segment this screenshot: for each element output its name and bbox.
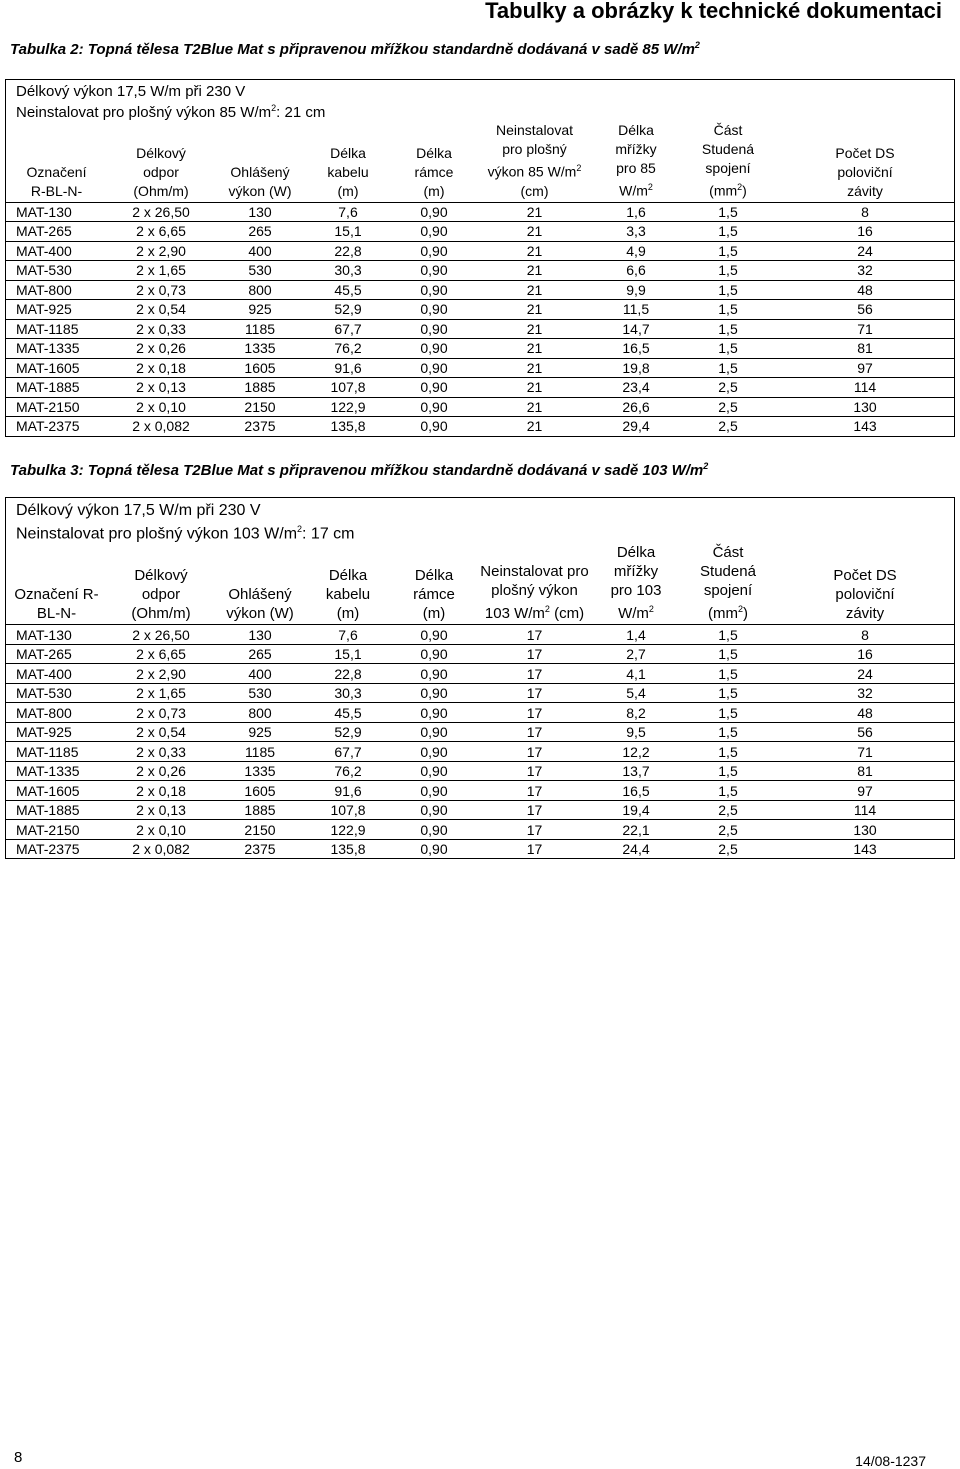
table3-block [5, 497, 955, 859]
table-cell: MAT-265 [6, 644, 107, 664]
table-cell: 56 [776, 300, 954, 320]
table3-header-neinstalovat: Neinstalovat pro plošný výkon 103 $W/m^2$ (cm) [480, 563, 589, 623]
table-cell: 130 [776, 397, 954, 417]
table-cell: 0,90 [391, 683, 477, 703]
table-cell: 24 [776, 664, 954, 684]
table-cell: 26,6 [592, 397, 680, 417]
table-cell: MAT-2150 [6, 397, 107, 417]
table-cell: 21 [477, 222, 592, 242]
table-cell: 1,5 [680, 664, 776, 684]
table-cell: 3,3 [592, 222, 680, 242]
table-cell: 2 x 1,65 [107, 261, 215, 281]
table2-header-vykon: Ohlášený výkon (W) [228, 163, 292, 199]
table-row [6, 839, 954, 858]
page-number: 8 [14, 1449, 23, 1466]
table-cell: 1,5 [680, 761, 776, 781]
table-cell: 7,6 [305, 202, 391, 222]
table-cell: 135,8 [305, 839, 391, 858]
table-cell: 800 [215, 280, 305, 300]
table-cell: 2 x 0,10 [107, 820, 215, 840]
table-cell: 2 x 26,50 [107, 202, 215, 222]
table-row [6, 664, 954, 684]
table-cell: 67,7 [305, 742, 391, 762]
table-cell: 0,90 [391, 261, 477, 281]
table-cell: 9,9 [592, 280, 680, 300]
table-cell: 1,5 [680, 683, 776, 703]
table-cell: 71 [776, 742, 954, 762]
table2-header-cast-studena: Část Studená spojení $(mm^2)$ [701, 122, 755, 199]
table-cell: 0,90 [391, 202, 477, 222]
table-cell: 16 [776, 222, 954, 242]
table-cell: 1,5 [680, 625, 776, 645]
table-row [6, 800, 954, 820]
table-cell: 400 [215, 664, 305, 684]
table-cell: 45,5 [305, 703, 391, 723]
table-cell: 16,5 [592, 339, 680, 359]
table-cell: 2,5 [680, 417, 776, 436]
table3 [6, 543, 954, 858]
table-cell: 76,2 [305, 761, 391, 781]
table-cell: 925 [215, 722, 305, 742]
table-cell: 1,5 [680, 280, 776, 300]
table-cell: 8,2 [592, 703, 680, 723]
table-cell: 2 x 0,54 [107, 722, 215, 742]
table-cell: 21 [477, 339, 592, 359]
table-cell: 13,7 [592, 761, 680, 781]
table-cell: 0,90 [391, 378, 477, 398]
table-cell: 2,5 [680, 839, 776, 858]
table-cell: 17 [477, 722, 592, 742]
table-row [6, 761, 954, 781]
table-row [6, 378, 954, 398]
table-cell: 400 [215, 241, 305, 261]
table-cell: 17 [477, 742, 592, 762]
table-cell: MAT-530 [6, 683, 107, 703]
table-cell: 0,90 [391, 358, 477, 378]
table2 [6, 121, 954, 436]
table2-caption: Tabulka 2: Topná tělesa T2Blue Mat s připravenou mřížkou standardně dodávaná v sadě 85 $W/m^2$ [10, 40, 700, 58]
table-cell: 21 [477, 378, 592, 398]
table-cell: MAT-1335 [6, 339, 107, 359]
table-cell: 21 [477, 300, 592, 320]
table-cell: 21 [477, 417, 592, 436]
table-cell: 2 x 26,50 [107, 625, 215, 645]
table-cell: 17 [477, 703, 592, 723]
table-cell: 16 [776, 644, 954, 664]
table-cell: 2 x 0,33 [107, 742, 215, 762]
table-cell: 22,8 [305, 241, 391, 261]
table-cell: 17 [477, 625, 592, 645]
table-cell: 24 [776, 241, 954, 261]
table-cell: 2150 [215, 820, 305, 840]
table-cell: 23,4 [592, 378, 680, 398]
table-cell: 1,5 [680, 742, 776, 762]
table-cell: 2 x 0,13 [107, 378, 215, 398]
table-cell: 76,2 [305, 339, 391, 359]
table-cell: MAT-1185 [6, 742, 107, 762]
table-row [6, 722, 954, 742]
table2-body [6, 202, 954, 436]
table-cell: MAT-530 [6, 261, 107, 281]
table-cell: 2 x 2,90 [107, 241, 215, 261]
table-cell: 1185 [215, 319, 305, 339]
table-cell: 1,5 [680, 261, 776, 281]
table-cell: 143 [776, 839, 954, 858]
table-cell: 1605 [215, 358, 305, 378]
table-cell: 2 x 0,18 [107, 781, 215, 801]
table-cell: 800 [215, 703, 305, 723]
table-row [6, 280, 954, 300]
table-cell: 130 [215, 625, 305, 645]
table-cell: 0,90 [391, 339, 477, 359]
table-cell: 48 [776, 703, 954, 723]
table-cell: MAT-130 [6, 202, 107, 222]
table-cell: 16,5 [592, 781, 680, 801]
table-cell: 1335 [215, 339, 305, 359]
table3-intro-line1: Délkový výkon 17,5 W/m při 230 V [16, 502, 261, 519]
table-cell: 17 [477, 781, 592, 801]
table-cell: 22,1 [592, 820, 680, 840]
table-cell: 1,5 [680, 703, 776, 723]
table-cell: 2 x 0,26 [107, 761, 215, 781]
table-cell: 2 x 0,10 [107, 397, 215, 417]
table-cell: MAT-130 [6, 625, 107, 645]
table3-header-delka-mrizky: Délka mřížky pro 103 $W/m^2$ [610, 544, 662, 623]
table-cell: 56 [776, 722, 954, 742]
table-cell: 0,90 [391, 800, 477, 820]
table2-header-row [6, 121, 954, 202]
table-cell: 17 [477, 820, 592, 840]
table-cell: 14,7 [592, 319, 680, 339]
table-cell: 8 [776, 202, 954, 222]
table-cell: 4,1 [592, 664, 680, 684]
table-cell: 0,90 [391, 319, 477, 339]
table-cell: 107,8 [305, 378, 391, 398]
table-cell: 0,90 [391, 625, 477, 645]
table-row [6, 358, 954, 378]
table-cell: 2,5 [680, 800, 776, 820]
table-cell: 2,5 [680, 397, 776, 417]
table-cell: 2 x 0,73 [107, 280, 215, 300]
table-cell: MAT-1885 [6, 800, 107, 820]
table-cell: 17 [477, 839, 592, 858]
table-cell: 24,4 [592, 839, 680, 858]
table-cell: MAT-400 [6, 241, 107, 261]
table-cell: 2,5 [680, 378, 776, 398]
table-cell: 130 [776, 820, 954, 840]
table-row [6, 261, 954, 281]
table3-header-vykon: Ohlášený výkon (W) [226, 586, 294, 623]
table-cell: 1,4 [592, 625, 680, 645]
table-cell: 2 x 0,73 [107, 703, 215, 723]
table-cell: 1,5 [680, 644, 776, 664]
table-cell: 143 [776, 417, 954, 436]
table-row [6, 625, 954, 645]
table-row [6, 820, 954, 840]
table-cell: 21 [477, 280, 592, 300]
table-row [6, 222, 954, 242]
table-cell: 21 [477, 397, 592, 417]
table-row [6, 319, 954, 339]
table2-header-delka-kabelu: Délka kabelu (m) [327, 144, 369, 199]
table-cell: 15,1 [305, 644, 391, 664]
table-cell: 122,9 [305, 397, 391, 417]
table-cell: 2 x 2,90 [107, 664, 215, 684]
table-cell: 81 [776, 761, 954, 781]
table-cell: MAT-1335 [6, 761, 107, 781]
table-cell: 21 [477, 261, 592, 281]
table-cell: 0,90 [391, 300, 477, 320]
table-cell: 2 x 6,65 [107, 644, 215, 664]
table-cell: 1,5 [680, 319, 776, 339]
table-cell: 265 [215, 222, 305, 242]
table-cell: 17 [477, 683, 592, 703]
table-cell: 2,7 [592, 644, 680, 664]
table-cell: 2 x 0,18 [107, 358, 215, 378]
table-cell: 9,5 [592, 722, 680, 742]
table-cell: 925 [215, 300, 305, 320]
table-cell: 1,5 [680, 222, 776, 242]
table-cell: 114 [776, 800, 954, 820]
table-cell: 2 x 0,33 [107, 319, 215, 339]
table2-header-delka-ramce: Délka rámce (m) [414, 144, 454, 199]
table-cell: 2 x 0,13 [107, 800, 215, 820]
table3-intro [6, 498, 954, 543]
table-cell: 2375 [215, 417, 305, 436]
table-cell: 81 [776, 339, 954, 359]
table-cell: 0,90 [391, 839, 477, 858]
table2-intro-line2: Neinstalovat pro plošný výkon 85 $W/m^2$: 21 cm [16, 103, 326, 121]
table-cell: MAT-2375 [6, 417, 107, 436]
table-cell: 0,90 [391, 781, 477, 801]
table-cell: 530 [215, 683, 305, 703]
table-cell: 2150 [215, 397, 305, 417]
table-cell: 21 [477, 319, 592, 339]
table-cell: 114 [776, 378, 954, 398]
table3-caption: Tabulka 3: Topná tělesa T2Blue Mat s připravenou mřížkou standardně dodávaná v sadě 103 $W/m^2$ [10, 461, 709, 479]
table-cell: 19,4 [592, 800, 680, 820]
table-cell: 45,5 [305, 280, 391, 300]
table-row [6, 742, 954, 762]
table-cell: 107,8 [305, 800, 391, 820]
table-cell: 1,5 [680, 358, 776, 378]
table-row [6, 397, 954, 417]
table-cell: 32 [776, 683, 954, 703]
table-cell: 2,5 [680, 820, 776, 840]
table2-header-oznaceni: Označení R-BL-N- [26, 163, 87, 199]
table-cell: 22,8 [305, 664, 391, 684]
table-cell: 1,6 [592, 202, 680, 222]
table-cell: MAT-1885 [6, 378, 107, 398]
table-cell: 21 [477, 358, 592, 378]
table-cell: 67,7 [305, 319, 391, 339]
table-cell: MAT-265 [6, 222, 107, 242]
table2-intro-line1: Délkový výkon 17,5 W/m při 230 V [16, 83, 246, 100]
table-cell: 0,90 [391, 703, 477, 723]
table3-header-delka-ramce: Délka rámce (m) [413, 567, 455, 623]
table-cell: MAT-800 [6, 280, 107, 300]
table-cell: 21 [477, 202, 592, 222]
document-code: 14/08-1237 [855, 1453, 926, 1469]
table2-header-delka-mrizky: Délka mřížky pro 85 $W/m^2$ [615, 122, 657, 199]
table-cell: 1,5 [680, 781, 776, 801]
table-cell: 30,3 [305, 261, 391, 281]
table-cell: 1185 [215, 742, 305, 762]
table-cell: 0,90 [391, 397, 477, 417]
table2-intro [6, 80, 954, 121]
table-cell: 4,9 [592, 241, 680, 261]
table-cell: 17 [477, 761, 592, 781]
table3-header-delka-kabelu: Délka kabelu (m) [325, 567, 371, 623]
table-cell: 0,90 [391, 742, 477, 762]
table2-header-odpor: Délkový odpor (Ohm/m) [133, 144, 189, 199]
table-row [6, 417, 954, 436]
table-cell: 0,90 [391, 820, 477, 840]
table-cell: 0,90 [391, 644, 477, 664]
table-cell: 5,4 [592, 683, 680, 703]
table-cell: MAT-1185 [6, 319, 107, 339]
table-cell: 0,90 [391, 417, 477, 436]
table-cell: 29,4 [592, 417, 680, 436]
table-row [6, 683, 954, 703]
table-cell: 15,1 [305, 222, 391, 242]
table-cell: MAT-1605 [6, 358, 107, 378]
table-cell: 6,6 [592, 261, 680, 281]
table-cell: 0,90 [391, 722, 477, 742]
table-cell: 2 x 0,082 [107, 839, 215, 858]
table-cell: 1335 [215, 761, 305, 781]
table-cell: 2 x 6,65 [107, 222, 215, 242]
table-cell: MAT-2375 [6, 839, 107, 858]
table-row [6, 339, 954, 359]
table-cell: 52,9 [305, 300, 391, 320]
table-cell: 1,5 [680, 339, 776, 359]
table-cell: 1,5 [680, 300, 776, 320]
table-cell: 0,90 [391, 241, 477, 261]
table-row [6, 644, 954, 664]
table-cell: 2 x 0,082 [107, 417, 215, 436]
table3-body [6, 625, 954, 859]
table3-header-cast-studena: Část Studená spojení $(mm^2)$ [700, 544, 756, 623]
table-cell: 1885 [215, 378, 305, 398]
table-cell: 17 [477, 644, 592, 664]
table2-header-pocet-ds: Počet DS poloviční závity [835, 144, 895, 199]
table-cell: 91,6 [305, 358, 391, 378]
table-cell: 122,9 [305, 820, 391, 840]
table-cell: 71 [776, 319, 954, 339]
table-cell: 2 x 0,54 [107, 300, 215, 320]
page-title: Tabulky a obrázky k technické dokumentaci [485, 0, 942, 23]
table-cell: 0,90 [391, 280, 477, 300]
table3-intro-line2: Neinstalovat pro plošný výkon 103 $W/m^2$: 17 cm [16, 524, 355, 543]
table-row [6, 781, 954, 801]
table-row [6, 202, 954, 222]
table-cell: 17 [477, 800, 592, 820]
table-cell: MAT-2150 [6, 820, 107, 840]
table-cell: 1,5 [680, 722, 776, 742]
table-cell: 52,9 [305, 722, 391, 742]
table-cell: MAT-925 [6, 722, 107, 742]
table-cell: 97 [776, 358, 954, 378]
table-cell: 135,8 [305, 417, 391, 436]
table3-header-odpor: Délkový odpor (Ohm/m) [131, 567, 191, 623]
table-cell: MAT-400 [6, 664, 107, 684]
table-cell: 12,2 [592, 742, 680, 762]
table-cell: MAT-800 [6, 703, 107, 723]
table-cell: 1605 [215, 781, 305, 801]
table-cell: 91,6 [305, 781, 391, 801]
table2-header-neinstalovat: Neinstalovat pro plošný výkon 85 $W/m^2$ (cm) [487, 122, 582, 199]
table-cell: 30,3 [305, 683, 391, 703]
table-cell: 21 [477, 241, 592, 261]
table-cell: 2375 [215, 839, 305, 858]
table-cell: 7,6 [305, 625, 391, 645]
table3-header-oznaceni: Označení R- BL-N- [14, 586, 99, 623]
table-cell: 0,90 [391, 761, 477, 781]
table-cell: 1,5 [680, 202, 776, 222]
table-cell: 0,90 [391, 222, 477, 242]
table-cell: 97 [776, 781, 954, 801]
table-cell: 11,5 [592, 300, 680, 320]
table-cell: 530 [215, 261, 305, 281]
table-cell: 17 [477, 664, 592, 684]
table-cell: 2 x 1,65 [107, 683, 215, 703]
table-cell: MAT-1605 [6, 781, 107, 801]
table-cell: MAT-925 [6, 300, 107, 320]
table-cell: 8 [776, 625, 954, 645]
table-cell: 1,5 [680, 241, 776, 261]
table-cell: 130 [215, 202, 305, 222]
table-row [6, 300, 954, 320]
table-cell: 265 [215, 644, 305, 664]
table-cell: 0,90 [391, 664, 477, 684]
table3-header-row [6, 543, 954, 625]
table2-block [5, 79, 955, 437]
table-row [6, 703, 954, 723]
table-cell: 32 [776, 261, 954, 281]
table-cell: 2 x 0,26 [107, 339, 215, 359]
table-cell: 1885 [215, 800, 305, 820]
table-row [6, 241, 954, 261]
table-cell: 48 [776, 280, 954, 300]
table3-header-pocet-ds: Počet DS poloviční závity [833, 567, 897, 623]
table-cell: 19,8 [592, 358, 680, 378]
